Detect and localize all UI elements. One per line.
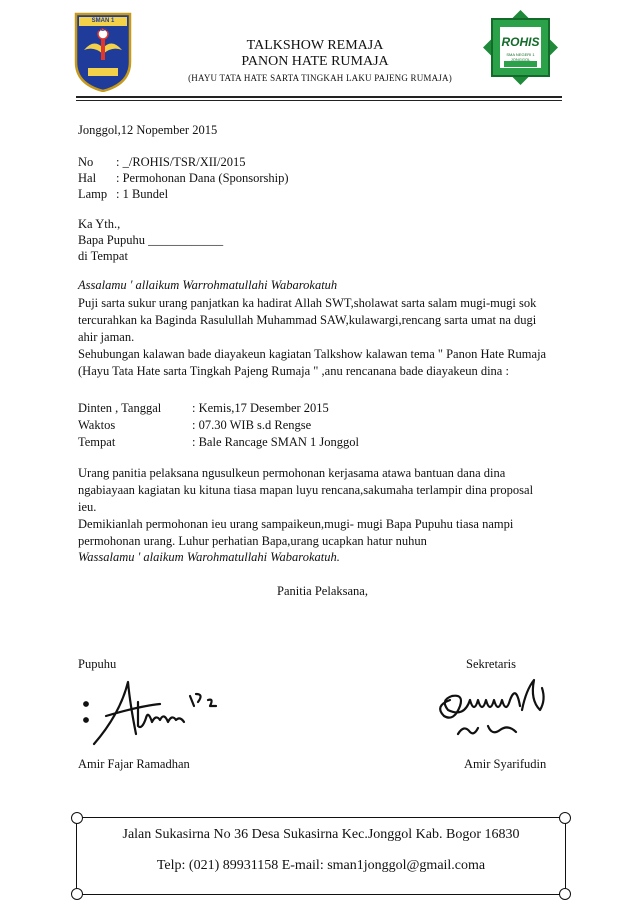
sign-left-role: Pupuhu (78, 657, 117, 671)
ref-value-hal: : Permohonan Dana (Sponsorship) (116, 171, 289, 185)
committee-label: Panitia Pelaksana, (277, 584, 368, 598)
header-tagline: (HAYU TATA HATE SARTA TINGKAH LAKU PAJENG RUMAJA) (188, 73, 452, 83)
footer-contact: Telp: (021) 89931158 E-mail: sman1jonggol@gmail.coma (156, 858, 486, 873)
body-line: tercurahkan ka Baginda Rasulullah Muhammad SAW,kulawargi,rencang sarta umat na dugi (78, 313, 537, 327)
ref-value-lamp: : 1 Bundel (116, 187, 169, 201)
footer-address: Jalan Sukasirna No 36 Desa Sukasirna Kec.Jonggol Kab. Bogor 16830 (122, 827, 520, 842)
recipient-line: di Tempat (78, 249, 128, 263)
greeting: Assalamu ' allaikum Warrohmatullahi Wabarokatuh (78, 278, 338, 292)
header-rule (76, 96, 562, 98)
event-label: Dinten , Tanggal (78, 401, 162, 415)
header-title: TALKSHOW REMAJA (246, 38, 384, 53)
body-line: Puji sarta sukur urang panjatkan ka hadirat Allah SWT,sholawat sarta salam mugi-mugi sok (78, 296, 537, 310)
ref-label-hal: Hal (78, 171, 97, 185)
event-value: : 07.30 WIB s.d Rengse (192, 418, 312, 432)
ref-label-no: No (78, 155, 94, 169)
sign-left-name: Amir Fajar Ramadhan (78, 757, 190, 771)
body-line: Demikianlah permohonan ieu urang sampaikeun,mugi- mugi Bapa Pupuhu tiasa nampi (78, 517, 514, 531)
event-value: : Bale Rancage SMAN 1 Jonggol (192, 435, 359, 449)
event-label: Tempat (78, 435, 116, 449)
body-line: Sehubungan kalawan bade diayakeun kagiatan Talkshow kalawan tema " Panon Hate Rumaja (78, 347, 547, 361)
body-line: ieu. (78, 500, 97, 514)
ref-value-no: : _/ROHIS/TSR/XII/2015 (116, 155, 246, 169)
header-rule-thin (76, 100, 562, 101)
scroll-curl-bottom-right (559, 888, 571, 900)
signature-right (430, 670, 560, 750)
scroll-curl-top-right (559, 812, 571, 824)
body-line: ahir jaman. (78, 330, 135, 344)
sign-right-name: Amir Syarifudin (464, 757, 547, 771)
body-line: (Hayu Tata Hate sarta Tingkah Pajeng Rumaja " ,anu rencanana bade diayakeun dina : (78, 364, 509, 378)
scroll-curl-bottom-left (71, 888, 83, 900)
event-value: : Kemis,17 Desember 2015 (192, 401, 329, 415)
school-logo (74, 12, 132, 92)
closing: Wassalamu ' alaikum Warohmatullahi Wabarokatuh. (78, 550, 340, 564)
scroll-curl-top-left (71, 812, 83, 824)
ref-label-lamp: Lamp (78, 187, 108, 201)
rohis-logo-text: ROHIS (501, 35, 540, 49)
header-subtitle: PANON HATE RUMAJA (241, 54, 389, 69)
body-line: ngabiayaan kagiatan ku kituna tiasa mapan luyu rencana,sakumaha terlampir dina proposal (78, 483, 534, 497)
body-line: permohonan urang. Luhur perhatian Bapa,urang ucapkan hatur nuhun (78, 534, 427, 548)
body-line: Urang panitia pelaksana ngusulkeun permohonan kerjasama atawa bantuan dana dina (78, 466, 506, 480)
recipient-line: Ka Yth., (78, 217, 121, 231)
event-label: Waktos (78, 418, 116, 432)
recipient-line: Bapa Pupuhu ____________ (78, 233, 224, 247)
signature-left (80, 674, 240, 754)
rohis-logo-subtext: SMA NEGERI 1 JONGGOL (506, 52, 535, 62)
sign-right-role: Sekretaris (466, 657, 516, 671)
school-logo-label: SMAN 1 JONGGOL (87, 18, 118, 33)
letter-date: Jonggol,12 Nopember 2015 (78, 123, 218, 137)
